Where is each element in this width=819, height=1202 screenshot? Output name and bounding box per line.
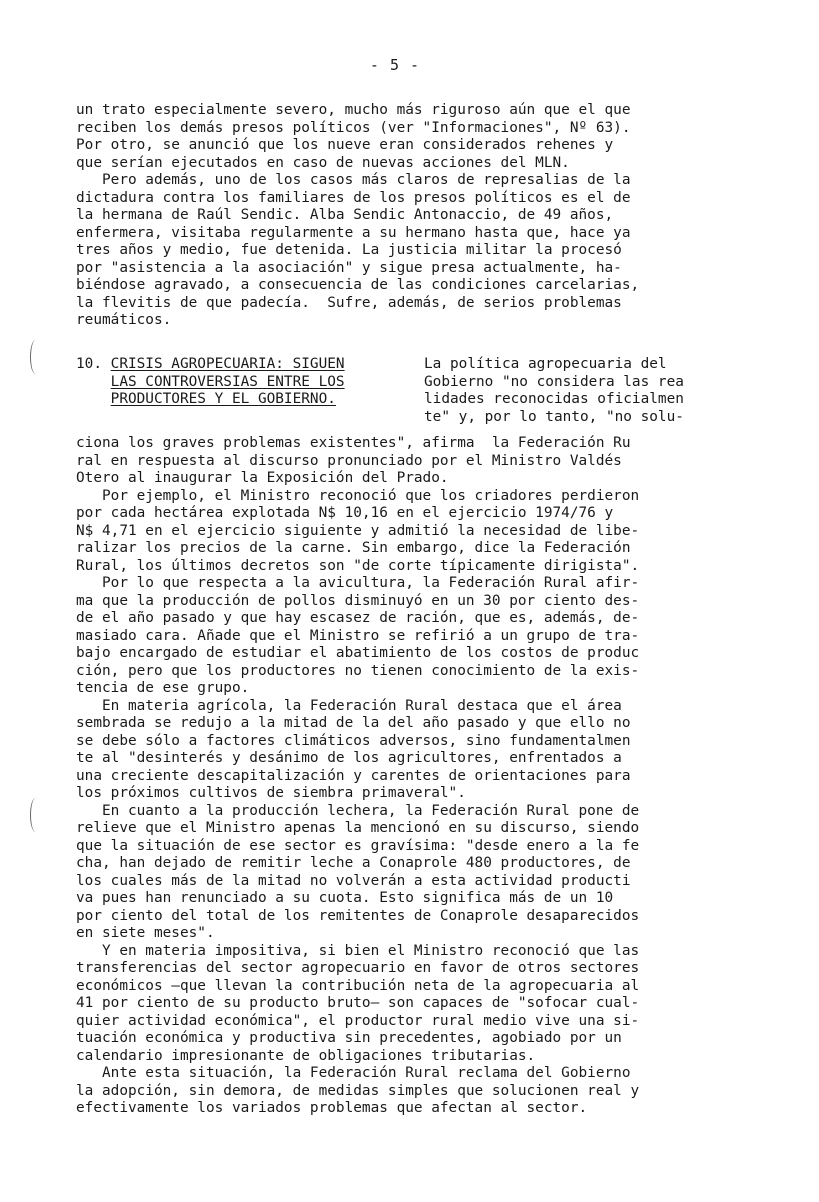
text-line: la flevitis de que padecía. Sufre, además, de serios problemas bbox=[76, 294, 622, 311]
text-line: quier actividad económica", el productor rural medio vive una si- bbox=[76, 1012, 640, 1029]
text-line: ma que la producción de pollos disminuyó en un 30 por ciento des- bbox=[76, 592, 640, 609]
text-line: que serían ejecutados en caso de nuevas acciones del MLN. bbox=[76, 154, 570, 171]
text-line: que la situación de ese sector es gravísima: "desde enero a la fe bbox=[76, 837, 640, 854]
text-line: va pues han renunciado a su cuota. Esto significa más de un 10 bbox=[76, 890, 614, 906]
text-line: económicos —que llevan la contribución neta de la agropecuaria al bbox=[76, 977, 640, 994]
text-line: Y en materia impositiva, si bien el Ministro reconoció que las bbox=[76, 942, 640, 959]
text-line: Por otro, se anunció que los nueve eran considerados rehenes y bbox=[76, 137, 614, 153]
section-intro bbox=[424, 356, 744, 426]
text-line: los cuales más de la mitad no volverán a esta actividad producti bbox=[76, 872, 631, 889]
section-intro-line: te" y, por lo tanto, "no solu- bbox=[424, 408, 684, 425]
text-line: Pero además, uno de los casos más claros de represalias de la bbox=[76, 172, 631, 188]
text-line: cha, han dejado de remitir leche a Conaprole 480 productores, de bbox=[76, 855, 631, 871]
margin-bracket-mark bbox=[30, 340, 41, 374]
section-title-line: PRODUCTORES Y EL GOBIERNO. bbox=[110, 391, 336, 407]
text-line: efectivamente los variados problemas que afectan al sector. bbox=[76, 1100, 588, 1116]
section-body bbox=[76, 435, 736, 1118]
text-line: ralizar los precios de la carne. Sin embargo, dice la Federación bbox=[76, 540, 631, 556]
page-number: - 5 - bbox=[369, 56, 421, 74]
text-line: una creciente descapitalización y carentes de orientaciones para bbox=[76, 767, 631, 784]
text-line: Otero al inaugurar la Exposición del Prado. bbox=[76, 470, 449, 486]
text-line: Ante esta situación, la Federación Rural reclama del Gobierno bbox=[76, 1065, 631, 1081]
section-heading-line bbox=[76, 391, 416, 409]
top-paragraphs bbox=[76, 102, 736, 330]
section-title-line: LAS CONTROVERSIAS ENTRE LOS bbox=[110, 373, 345, 390]
text-line: por ciento del total de los remitentes de Conaprole desaparecidos bbox=[76, 907, 640, 924]
section-intro-line: lidades reconocidas oficialmen bbox=[424, 391, 684, 407]
text-line: Por lo que respecta a la avicultura, la Federación Rural afir- bbox=[76, 575, 640, 591]
text-line: la adopción, sin demora, de medidas simples que solucionen real y bbox=[76, 1082, 640, 1099]
text-line: Por ejemplo, el Ministro reconoció que los criadores perdieron bbox=[76, 487, 640, 504]
text-line: reumáticos. bbox=[76, 312, 172, 328]
section-title-line: CRISIS AGROPECUARIA: SIGUEN bbox=[110, 356, 345, 372]
text-line: enfermera, visitaba regularmente a su hermano hasta que, hace ya bbox=[76, 224, 631, 241]
section-heading-line bbox=[76, 356, 416, 374]
text-line: calendario impresionante de obligaciones tributarias. bbox=[76, 1047, 536, 1064]
text-line: En cuanto a la producción lechera, la Federación Rural pone de bbox=[76, 802, 640, 819]
text-line: relieve que el Ministro apenas la mencionó en su discurso, siendo bbox=[76, 820, 640, 836]
text-line: masiado cara. Añade que el Ministro se refirió a un grupo de tra- bbox=[76, 627, 640, 644]
text-line: transferencias del sector agropecuario en favor de otros sectores bbox=[76, 960, 640, 976]
text-line: un trato especialmente severo, mucho más riguroso aún que el que bbox=[76, 102, 631, 118]
text-line: te al "desinterés y desánimo de los agricultores, enfrentados a bbox=[76, 750, 622, 766]
text-line: 41 por ciento de su producto bruto— son capaces de "sofocar cual- bbox=[76, 995, 640, 1011]
text-line: reciben los demás presos políticos (ver "Informaciones", Nº 63). bbox=[76, 119, 631, 136]
section-intro-line: La política agropecuaria del bbox=[424, 356, 667, 372]
text-line: N$ 4,71 en el ejercicio siguiente y admitió la necesidad de libe- bbox=[76, 522, 640, 539]
text-line: en siete meses". bbox=[76, 925, 215, 941]
text-line: la hermana de Raúl Sendic. Alba Sendic Antonaccio, de 49 años, bbox=[76, 207, 614, 223]
text-line: los próximos cultivos de siembra primaveral". bbox=[76, 785, 466, 801]
text-line: tuación económica y productiva sin precedentes, agobiado por un bbox=[76, 1030, 622, 1046]
section-heading-line bbox=[76, 374, 416, 392]
text-line: dictadura contra los familiares de los presos políticos es el de bbox=[76, 189, 631, 206]
text-line: ción, pero que los productores no tienen conocimiento de la exis- bbox=[76, 662, 640, 679]
text-line: se debe sólo a factores climáticos adversos, sino fundamentalmen bbox=[76, 732, 631, 749]
text-line: ciona los graves problemas existentes", afirma la Federación Ru bbox=[76, 435, 631, 451]
section-number: 10. bbox=[76, 356, 111, 372]
text-line: sembrada se redujo a la mitad de la del año pasado y que ello no bbox=[76, 715, 631, 731]
text-line: por "asistencia a la asociación" y sigue presa actualmente, ha- bbox=[76, 259, 622, 276]
text-line: biéndose agravado, a consecuencia de las condiciones carcelarias, bbox=[76, 277, 640, 293]
section-intro-line: Gobierno "no considera las rea bbox=[424, 373, 684, 390]
text-line: de el año pasado y que hay escasez de ración, que es, además, de- bbox=[76, 610, 640, 626]
text-line: bajo encargado de estudiar el abatimiento de los costos de produc bbox=[76, 645, 640, 661]
text-line: ral en respuesta al discurso pronunciado por el Ministro Valdés bbox=[76, 452, 622, 469]
margin-bracket-mark bbox=[30, 798, 41, 832]
text-line: Rural, los últimos decretos son "de corte típicamente dirigista". bbox=[76, 557, 640, 574]
text-line: tres años y medio, fue detenida. La justicia militar la procesó bbox=[76, 242, 622, 258]
text-line: En materia agrícola, la Federación Rural destaca que el área bbox=[76, 697, 622, 714]
section-heading bbox=[76, 356, 416, 409]
text-line: por cada hectárea explotada N$ 10,16 en el ejercicio 1974/76 y bbox=[76, 505, 614, 521]
text-line: tencia de ese grupo. bbox=[76, 680, 250, 696]
